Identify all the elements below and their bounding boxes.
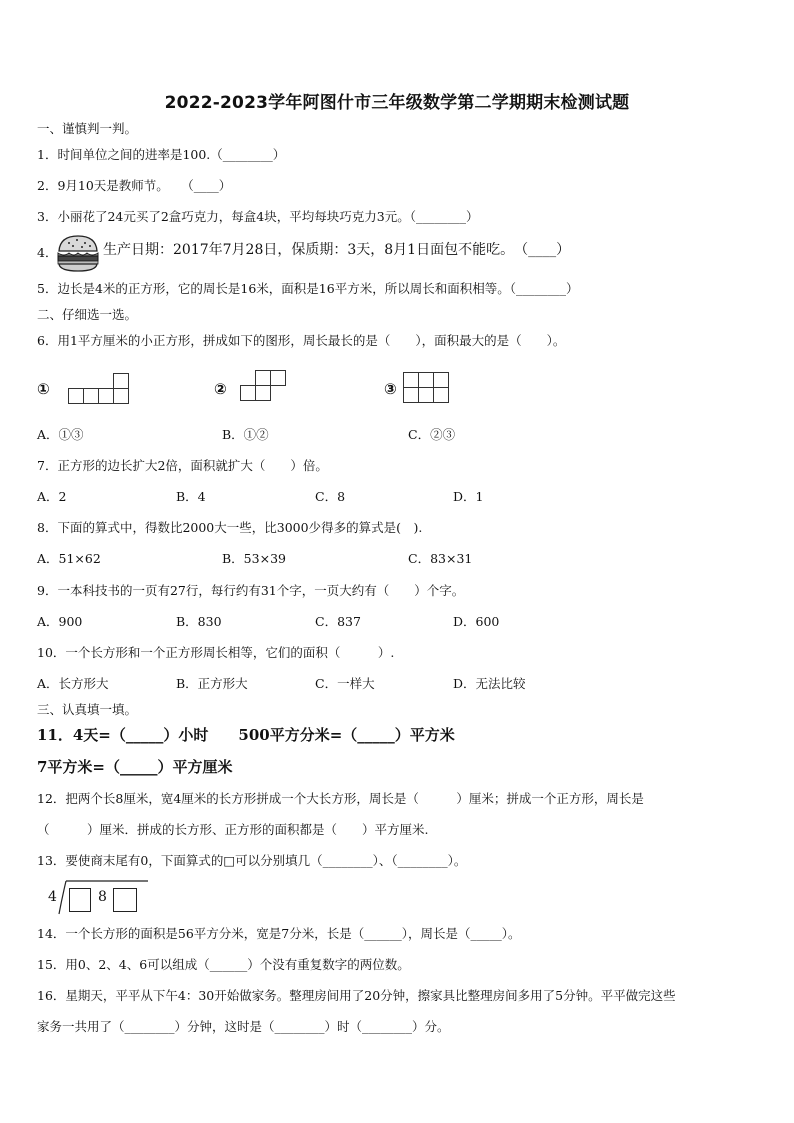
q8-option-a[interactable]: A．51×62 <box>37 551 101 566</box>
q10-option-c[interactable]: C．一样大 <box>315 676 375 691</box>
page-title: 2022-2023学年阿图什市三年级数学第二学期期末检测试题 <box>164 93 630 113</box>
q10-option-a[interactable]: A．长方形大 <box>37 676 109 691</box>
figure-label-3: ③ <box>384 380 397 398</box>
question-2: 2．9月10天是教师节。 （____） <box>37 178 232 193</box>
q7-option-b[interactable]: B．4 <box>176 489 206 504</box>
division-digit: 8 <box>98 889 107 905</box>
q7-option-c[interactable]: C．8 <box>315 489 346 504</box>
question-10: 10．一个长方形和一个正方形周长相等，它们的面积（ ）. <box>37 645 395 660</box>
bread-burger-icon <box>56 234 100 272</box>
q9-option-a[interactable]: A．900 <box>37 614 83 629</box>
question-11-part-b: 7平方米=（_____）平方厘米 <box>37 758 233 776</box>
question-6: 6．用1平方厘米的小正方形，拼成如下的图形，周长最长的是（ ），面积最大的是（ ）。 <box>37 333 566 348</box>
blank-box-2[interactable] <box>113 888 137 912</box>
question-8: 8．下面的算式中，得数比2000大一些，比3000少得多的算式是( ). <box>37 520 423 535</box>
q9-option-b[interactable]: B．830 <box>176 614 222 629</box>
blank-box-1[interactable] <box>69 888 91 912</box>
question-5: 5．边长是4米的正方形，它的周长是16米，面积是16平方米，所以周长和面积相等。（________） <box>37 281 579 296</box>
q6-option-b[interactable]: B．①② <box>222 427 269 442</box>
question-15: 15．用0、2、4、6可以组成（______）个没有重复数字的两位数。 <box>37 957 410 972</box>
q8-option-c[interactable]: C．83×31 <box>408 551 473 566</box>
q6-option-a[interactable]: A．①③ <box>37 427 84 442</box>
question-3: 3．小丽花了24元买了2盒巧克力，每盒4块，平均每块巧克力3元。（________） <box>37 209 479 224</box>
question-9: 9．一本科技书的一页有27行，每行约有31个字，一页大约有（ ）个字。 <box>37 583 465 598</box>
figure-3-squares <box>403 372 453 404</box>
figure-1-squares <box>68 372 132 404</box>
section-heading-choose: 二、仔细选一选。 <box>37 307 138 322</box>
q6-option-c[interactable]: C．②③ <box>408 427 456 442</box>
q10-option-b[interactable]: B．正方形大 <box>176 676 248 691</box>
q8-option-b[interactable]: B．53×39 <box>222 551 286 566</box>
question-12-line-1: 12．把两个长8厘米，宽4厘米的长方形拼成一个大长方形，周长是（ ）厘米；拼成一个正方形，周长是 <box>37 791 644 806</box>
question-1: 1．时间单位之间的进率是100.（________） <box>37 147 286 162</box>
question-13: 13．要使商末尾有0，下面算式的□可以分别填几（________）、（________）。 <box>37 853 467 868</box>
q7-option-a[interactable]: A．2 <box>37 489 67 504</box>
q9-option-c[interactable]: C．837 <box>315 614 361 629</box>
q7-option-d[interactable]: D．1 <box>453 489 484 504</box>
question-7: 7．正方形的边长扩大2倍，面积就扩大（ ）倍。 <box>37 458 328 473</box>
figure-label-1: ① <box>37 380 50 398</box>
question-16-line-2: 家务一共用了（________）分钟，这时是（________）时（________）分。 <box>37 1019 450 1034</box>
figure-2-squares <box>240 370 290 402</box>
section-heading-judge: 一、谨慎判一判。 <box>37 121 138 136</box>
section-heading-fill: 三、认真填一填。 <box>37 702 138 717</box>
question-14: 14．一个长方形的面积是56平方分米，宽是7分米，长是（______），周长是（_____）。 <box>37 926 521 941</box>
q9-option-d[interactable]: D．600 <box>453 614 500 629</box>
question-12-line-2: （ ）厘米．拼成的长方形、正方形的面积都是（ ）平方厘米. <box>37 822 429 837</box>
question-11-part-a: 11．4天=（_____）小时 500平方分米=（_____）平方米 <box>37 726 455 744</box>
figure-label-2: ② <box>214 380 227 398</box>
division-divisor: 4 <box>48 889 57 905</box>
question-16-line-1: 16．星期天，平平从下午4：30开始做家务。整理房间用了20分钟，擦家具比整理房间多用了5分钟。平平做完这些 <box>37 988 676 1003</box>
question-4-number: 4． <box>37 245 58 260</box>
q10-option-d[interactable]: D．无法比较 <box>453 676 526 691</box>
question-4: 生产日期：2017年7月28日，保质期：3天，8月1日面包不能吃。 （____） <box>103 242 571 258</box>
